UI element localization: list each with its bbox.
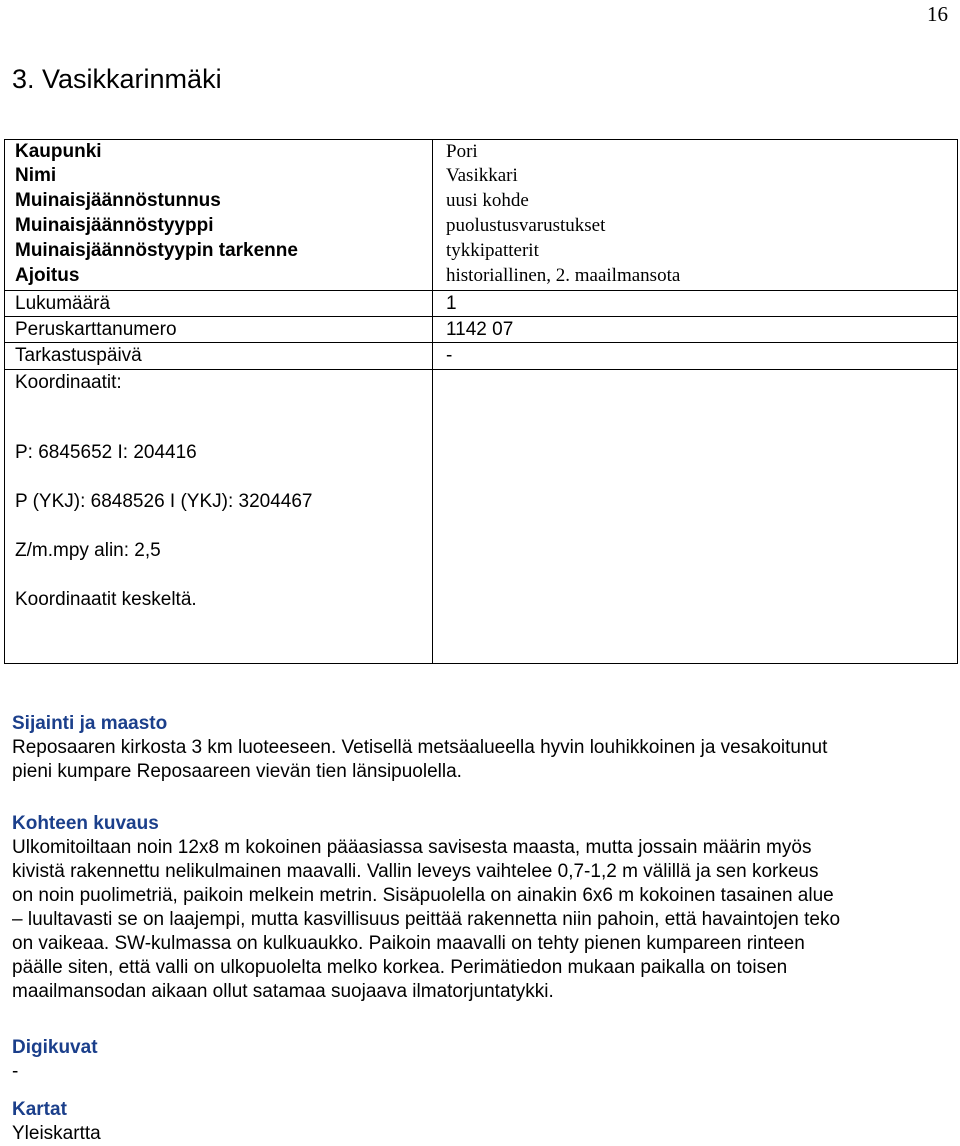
body-line: Yleiskartta bbox=[12, 1123, 101, 1144]
body-line: on vaikeaa. SW-kulmassa on kulkuaukko. Paikoin maavalli on tehty pienen kumpareen rinteen bbox=[12, 933, 805, 954]
body-line: päälle siten, että valli on ulkopuolelta melko korkea. Perimätiedon mukaan paikalla on toisen bbox=[12, 957, 788, 978]
field-label: Muinaisjäännöstunnus bbox=[15, 190, 221, 211]
column-divider bbox=[432, 291, 433, 663]
table-row bbox=[5, 264, 957, 288]
coordinate-line: P (YKJ): 6848526 I (YKJ): 3204467 bbox=[15, 491, 313, 512]
field-label: Tarkastuspäivä bbox=[15, 345, 142, 366]
section-heading: Sijainti ja maasto bbox=[12, 713, 168, 734]
field-value: Vasikkari bbox=[446, 165, 518, 186]
section-heading: Digikuvat bbox=[12, 1037, 98, 1058]
row-divider bbox=[5, 342, 957, 343]
section-heading: Kohteen kuvaus bbox=[12, 813, 159, 834]
page-title: 3. Vasikkarinmäki bbox=[12, 64, 222, 94]
body-line: Reposaaren kirkosta 3 km luoteeseen. Vetisellä metsäalueella hyvin louhikkoinen ja vesakoitunut bbox=[12, 737, 828, 758]
field-label: Ajoitus bbox=[15, 265, 80, 286]
row-divider bbox=[5, 369, 957, 370]
table-row bbox=[5, 140, 957, 164]
field-label: Kaupunki bbox=[15, 141, 102, 162]
row-divider bbox=[5, 316, 957, 317]
description-section bbox=[12, 812, 948, 1004]
photos-section bbox=[12, 1036, 948, 1084]
field-value: tykkipatterit bbox=[446, 240, 539, 261]
coordinate-line: Z/m.mpy alin: 2,5 bbox=[15, 540, 161, 561]
field-label: Koordinaatit: bbox=[15, 372, 122, 393]
maps-section bbox=[12, 1098, 948, 1146]
field-value: - bbox=[446, 345, 453, 366]
field-value: historiallinen, 2. maailmansota bbox=[446, 265, 681, 286]
field-label: Muinaisjäännöstyypin tarkenne bbox=[15, 240, 298, 261]
field-value: 1 bbox=[446, 293, 457, 314]
coordinate-line: P: 6845652 I: 204416 bbox=[15, 442, 197, 463]
field-value: uusi kohde bbox=[446, 190, 529, 211]
body-line: kivistä rakennettu nelikulmainen maavalli. Vallin leveys vaihtelee 0,7-1,2 m välillä ja sen korkeus bbox=[12, 861, 819, 882]
site-details-table bbox=[4, 291, 958, 664]
field-label: Peruskarttanumero bbox=[15, 319, 177, 340]
section-heading: Kartat bbox=[12, 1099, 67, 1120]
location-section bbox=[12, 712, 948, 784]
table-row bbox=[5, 189, 957, 213]
body-line: Ulkomitoiltaan noin 12x8 m kokoinen pääasiassa savisesta maasta, mutta jossain määrin myös bbox=[12, 837, 812, 858]
site-info-table bbox=[4, 139, 958, 291]
page-number: 16 bbox=[927, 2, 948, 26]
body-line: pieni kumpare Reposaareen vievän tien länsipuolella. bbox=[12, 761, 462, 782]
table-row bbox=[5, 214, 957, 238]
field-label: Nimi bbox=[15, 165, 57, 186]
field-label: Muinaisjäännöstyyppi bbox=[15, 215, 214, 236]
body-line: – luultavasti se on laajempi, mutta kasvillisuus peittää rakennetta niin pahoin, että havaintojen teko bbox=[12, 909, 841, 930]
body-line: - bbox=[12, 1061, 19, 1082]
body-line: maailmansodan aikaan ollut satamaa suojaava ilmatorjuntatykki. bbox=[12, 981, 554, 1002]
field-value: Pori bbox=[446, 141, 478, 162]
coordinate-line: Koordinaatit keskeltä. bbox=[15, 589, 197, 610]
field-value: 1142 07 bbox=[446, 319, 514, 340]
table-row bbox=[5, 239, 957, 263]
body-line: on noin puolimetriä, paikoin melkein metrin. Sisäpuolella on ainakin 6x6 m kokoinen tasainen alue bbox=[12, 885, 834, 906]
field-label: Lukumäärä bbox=[15, 293, 111, 314]
field-value: puolustusvarustukset bbox=[446, 215, 606, 236]
table-row bbox=[5, 164, 957, 188]
